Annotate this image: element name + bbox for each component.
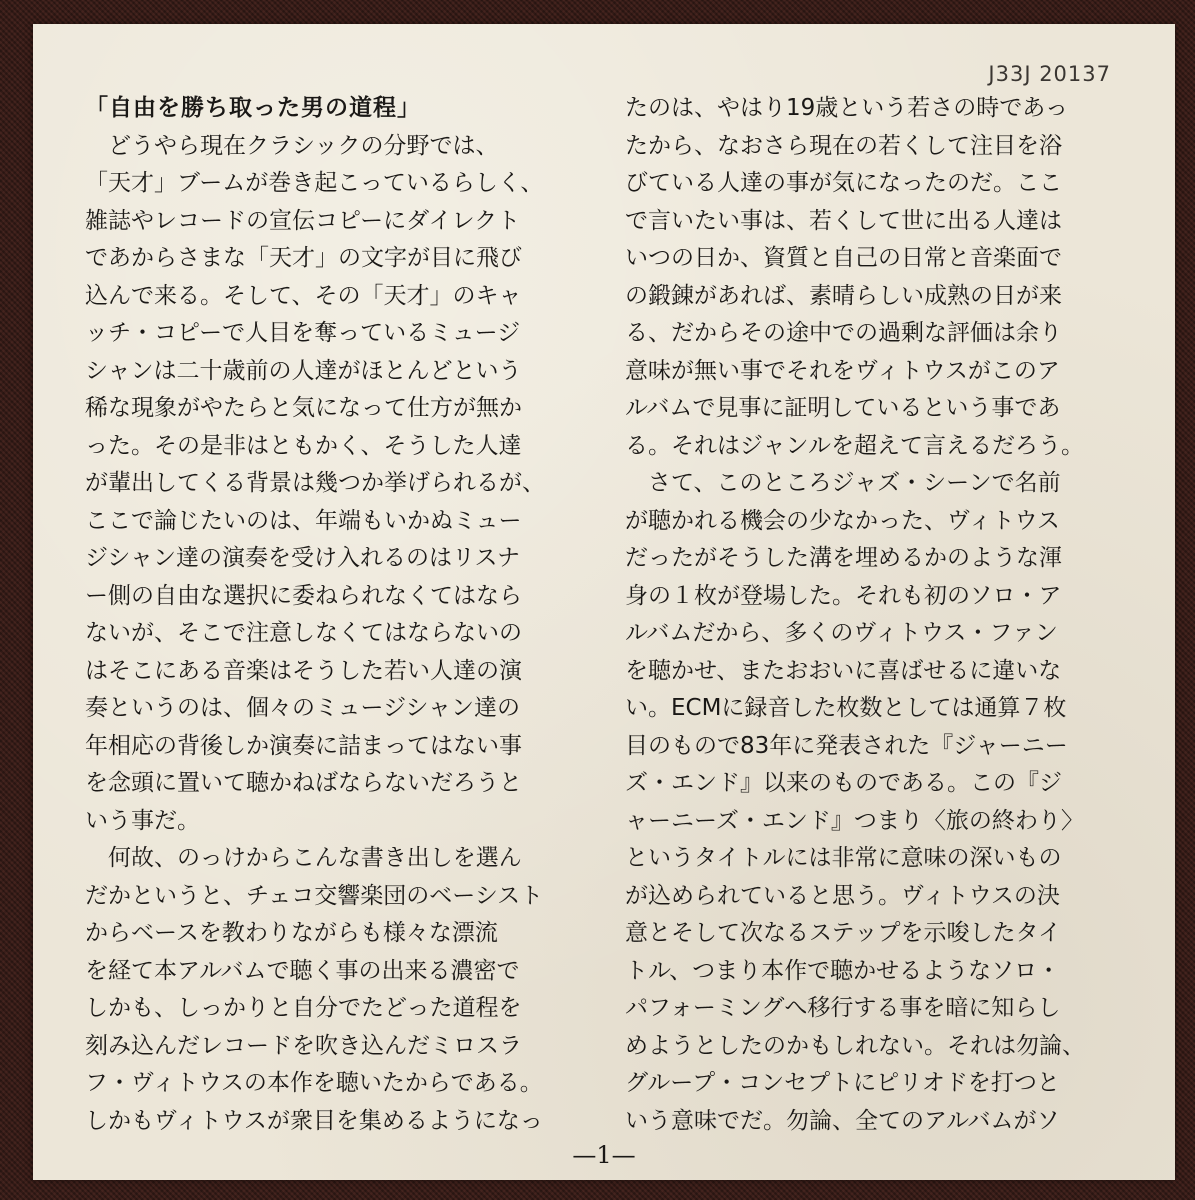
text-line: パフォーミングへ移行する事を暗に知らし bbox=[625, 995, 1061, 1021]
text-line: からベースを教わりながらも様々な漂流 bbox=[85, 920, 498, 946]
text-line: ここで論じたいのは、年端もいかぬミュー bbox=[85, 507, 522, 534]
text-line: フ・ヴィトウスの本作を聴いたからである。 bbox=[85, 1070, 543, 1096]
text-line: さて、このところジャズ・シーンで名前 bbox=[625, 470, 1061, 496]
text-line: を聴かせ、またおおいに喜ばせるに違いな bbox=[625, 657, 1062, 684]
text-line: で言いたい事は、若くして世に出る人達は bbox=[625, 207, 1062, 234]
text-line: だかというと、チェコ交響楽団のベーシスト bbox=[85, 882, 544, 909]
text-line: たから、なおさら現在の若くして注目を浴 bbox=[625, 132, 1062, 159]
text-line: る、だからその途中での過剰な評価は余り bbox=[625, 320, 1062, 346]
text-line: いう意味でだ。勿論、全てのアルバムがソ bbox=[625, 1107, 1060, 1134]
text-line: びている人達の事が気になったのだ。ここ bbox=[625, 170, 1062, 196]
text-line: 刻み込んだレコードを吹き込んだミロスラ bbox=[85, 1032, 522, 1059]
right-column-body bbox=[625, 90, 1095, 1140]
text-line: たのは、やはり19歳という若さの時であっ bbox=[625, 95, 1069, 121]
text-line: 身の１枚が登場した。それも初のソロ・ア bbox=[625, 582, 1062, 609]
text-line: を経て本アルバムで聴く事の出来る濃密で bbox=[85, 957, 520, 984]
text-line: を念頭に置いて聴かねばならないだろうと bbox=[85, 770, 522, 796]
left-column bbox=[85, 90, 555, 1140]
text-line: が込められていると思う。ヴィトウスの決 bbox=[625, 882, 1060, 909]
text-line: シャンは二十歳前の人達がほとんどという bbox=[85, 357, 522, 384]
text-line: ー側の自由な選択に委ねられなくてはなら bbox=[85, 582, 522, 609]
catalog-number: J33J 20137 bbox=[988, 62, 1111, 86]
text-line: ズ・エンド』以来のものである。この『ジ bbox=[625, 770, 1062, 796]
text-line: ッチ・コピーで人目を奪っているミュージ bbox=[85, 320, 521, 346]
text-line: 「天才」ブームが巻き起こっているらしく、 bbox=[85, 170, 544, 196]
right-column bbox=[625, 90, 1095, 1140]
text-line: グループ・コンセプトにピリオドを打つと bbox=[625, 1070, 1060, 1096]
text-line: 意味が無い事でそれをヴィトウスがこのア bbox=[625, 357, 1060, 384]
text-line: というタイトルには非常に意味の深いもの bbox=[625, 845, 1062, 871]
text-line: はそこにある音楽はそうした若い人達の演 bbox=[85, 657, 522, 684]
text-line: る。それはジャンルを超えて言えるだろう。 bbox=[625, 432, 1084, 459]
text-line: 込んで来る。そして、その「天才」のキャ bbox=[85, 282, 522, 309]
text-line: った。その是非はともかく、そうした人達 bbox=[85, 432, 522, 459]
text-line: が輩出してくる背景は幾つか挙げられるが、 bbox=[85, 470, 545, 496]
text-line: しかも、しっかりと自分でたどった道程を bbox=[85, 995, 522, 1021]
text-line: どうやら現在クラシックの分野では、 bbox=[85, 132, 499, 159]
text-line: ジシャン達の演奏を受け入れるのはリスナ bbox=[85, 545, 521, 571]
text-line: ルバムで見事に証明しているという事であ bbox=[625, 395, 1061, 421]
text-line: 奏というのは、個々のミュージシャン達の bbox=[85, 695, 521, 721]
article-heading: 「自由を勝ち取った男の道程」 bbox=[85, 95, 421, 121]
text-line: い。ECMに録音した枚数としては通算７枚 bbox=[625, 695, 1067, 721]
text-line: だったがそうした溝を埋めるかのような渾 bbox=[625, 545, 1062, 571]
text-line: 意とそして次なるステップを示唆したタイ bbox=[625, 920, 1062, 946]
text-line: いつの日か、資質と自己の日常と音楽面で bbox=[625, 245, 1062, 271]
left-column-body bbox=[85, 128, 555, 1141]
text-line: 目のもので83年に発表された『ジャーニー bbox=[625, 732, 1068, 759]
text-line: めようとしたのかもしれない。それは勿論、 bbox=[625, 1032, 1085, 1059]
text-line: ないが、そこで注意しなくてはならないの bbox=[85, 620, 522, 646]
text-line: トル、つまり本作で聴かせるようなソロ・ bbox=[625, 957, 1061, 984]
booklet-page bbox=[33, 24, 1175, 1180]
text-line: しかもヴィトウスが衆目を集めるようになっ bbox=[85, 1107, 543, 1134]
text-line: が聴かれる機会の少なかった、ヴィトウス bbox=[625, 507, 1060, 534]
text-line: の鍛錬があれば、素晴らしい成熟の日が来 bbox=[625, 282, 1062, 309]
text-line: 稀な現象がやたらと気になって仕方が無か bbox=[85, 395, 522, 421]
text-line: いう事だ。 bbox=[85, 807, 200, 834]
text-line: であからさまな「天才」の文字が目に飛び bbox=[85, 245, 522, 271]
page-number: —1— bbox=[572, 1141, 636, 1169]
text-line: 雑誌やレコードの宣伝コピーにダイレクト bbox=[85, 207, 521, 234]
text-line: 何故、のっけからこんな書き出しを選ん bbox=[85, 845, 522, 871]
text-line: ャーニーズ・エンド』つまり〈旅の終わり〉 bbox=[625, 807, 1084, 834]
text-line: 年相応の背後しか演奏に詰まってはない事 bbox=[85, 732, 522, 759]
text-line: ルバムだから、多くのヴィトウス・ファン bbox=[625, 620, 1058, 646]
